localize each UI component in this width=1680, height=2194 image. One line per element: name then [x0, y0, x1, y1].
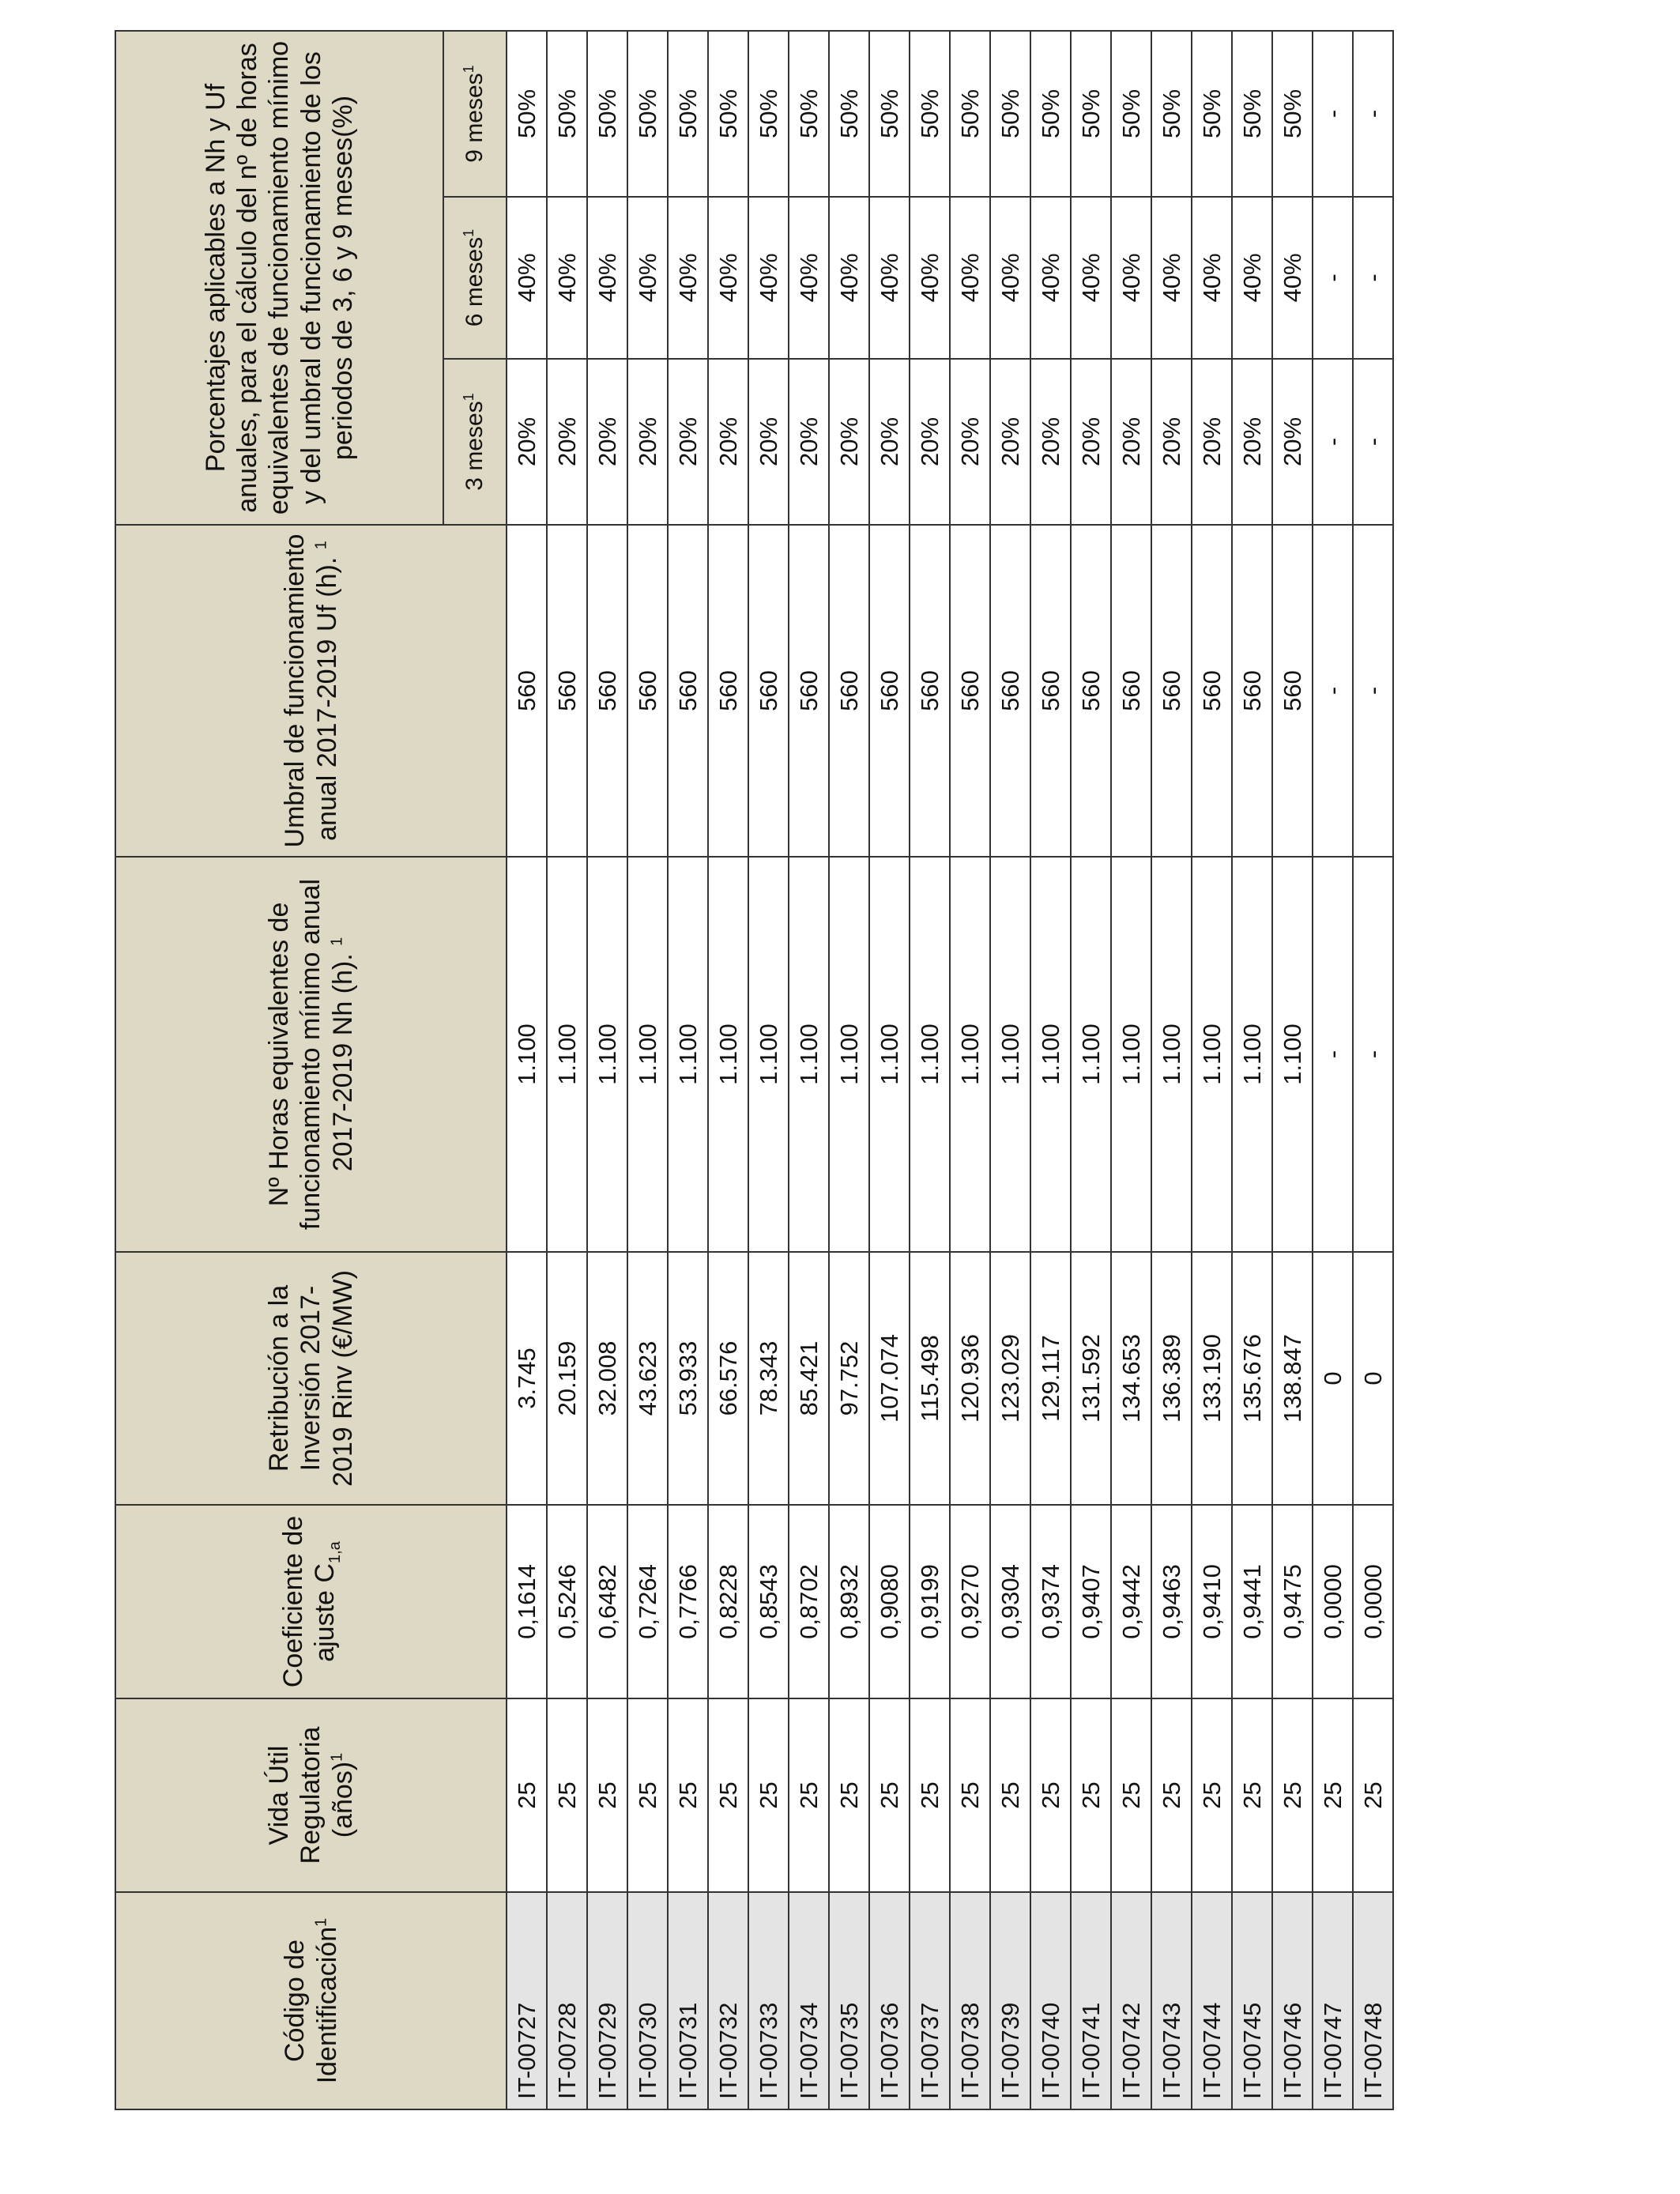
cell-uf: 560	[869, 525, 910, 857]
cell-3-meses: 20%	[1192, 359, 1232, 525]
cell-coef: 0,9442	[1111, 1505, 1151, 1698]
cell-codigo: IT-00748	[1353, 1892, 1393, 2109]
cell-rinv: 131.592	[1071, 1252, 1111, 1505]
table-body	[507, 31, 1393, 2109]
cell-codigo: IT-00742	[1111, 1892, 1151, 2109]
cell-nh: 1.100	[910, 857, 950, 1252]
header-vida-util: Vida Útil Regulatoria (años)$^1$	[115, 1698, 507, 1892]
cell-9-meses: 50%	[627, 31, 668, 197]
cell-nh: 1.100	[829, 857, 869, 1252]
cell-6-meses: 40%	[1111, 197, 1151, 359]
cell-nh: 1.100	[1071, 857, 1111, 1252]
cell-coef: 0,8543	[748, 1505, 789, 1698]
cell-vida: 25	[990, 1698, 1030, 1892]
cell-vida: 25	[507, 1698, 547, 1892]
cell-9-meses: 50%	[1151, 31, 1192, 197]
cell-9-meses: -	[1313, 31, 1353, 197]
cell-uf: 560	[708, 525, 748, 857]
table-row	[829, 31, 869, 2109]
cell-rinv: 129.117	[1030, 1252, 1071, 1505]
cell-3-meses: 20%	[1071, 359, 1111, 525]
cell-codigo: IT-00733	[748, 1892, 789, 2109]
cell-rinv: 0	[1353, 1252, 1393, 1505]
table-row	[950, 31, 990, 2109]
header-3-meses: 3 meses$^1$	[443, 359, 507, 525]
cell-coef: 0,8228	[708, 1505, 748, 1698]
cell-3-meses: -	[1353, 359, 1393, 525]
cell-nh: 1.100	[990, 857, 1030, 1252]
cell-9-meses: 50%	[910, 31, 950, 197]
cell-vida: 25	[789, 1698, 829, 1892]
cell-uf: 560	[668, 525, 708, 857]
cell-coef: 0,8932	[829, 1505, 869, 1698]
cell-nh: 1.100	[1232, 857, 1272, 1252]
cell-3-meses: 20%	[547, 359, 587, 525]
cell-6-meses: -	[1313, 197, 1353, 359]
cell-nh: 1.100	[668, 857, 708, 1252]
table-row	[668, 31, 708, 2109]
cell-rinv: 133.190	[1192, 1252, 1232, 1505]
cell-9-meses: 50%	[869, 31, 910, 197]
cell-vida: 25	[1353, 1698, 1393, 1892]
cell-vida: 25	[748, 1698, 789, 1892]
cell-6-meses: 40%	[829, 197, 869, 359]
cell-codigo: IT-00744	[1192, 1892, 1232, 2109]
cell-codigo: IT-00728	[547, 1892, 587, 2109]
cell-uf: 560	[829, 525, 869, 857]
cell-codigo: IT-00731	[668, 1892, 708, 2109]
header-porcentajes: Porcentajes aplicables a Nh y Uf anuales, para el cálculo del nº de horas equivalentes de funcionamiento mínimo y del umbral de funcionamiento de los periodos de 3, 6 y 9 meses(%)	[115, 31, 443, 525]
cell-9-meses: 50%	[789, 31, 829, 197]
cell-6-meses: 40%	[1232, 197, 1272, 359]
cell-9-meses: 50%	[1071, 31, 1111, 197]
cell-vida: 25	[1071, 1698, 1111, 1892]
cell-uf: 560	[507, 525, 547, 857]
cell-nh: 1.100	[748, 857, 789, 1252]
cell-uf: 560	[1192, 525, 1232, 857]
cell-3-meses: 20%	[869, 359, 910, 525]
cell-3-meses: 20%	[1111, 359, 1151, 525]
cell-codigo: IT-00743	[1151, 1892, 1192, 2109]
cell-codigo: IT-00736	[869, 1892, 910, 2109]
cell-rinv: 107.074	[869, 1252, 910, 1505]
cell-rinv: 32.008	[587, 1252, 627, 1505]
cell-3-meses: -	[1313, 359, 1353, 525]
cell-uf: 560	[627, 525, 668, 857]
cell-uf: 560	[789, 525, 829, 857]
header-codigo: Código de Identificación$^1$	[115, 1892, 507, 2109]
cell-coef: 0,9374	[1030, 1505, 1071, 1698]
cell-6-meses: -	[1353, 197, 1393, 359]
cell-6-meses: 40%	[1272, 197, 1313, 359]
cell-coef: 0,6482	[587, 1505, 627, 1698]
cell-nh: -	[1313, 857, 1353, 1252]
table-row	[1071, 31, 1111, 2109]
cell-nh: 1.100	[789, 857, 829, 1252]
cell-vida: 25	[1272, 1698, 1313, 1892]
table-row	[547, 31, 587, 2109]
cell-9-meses: 50%	[668, 31, 708, 197]
cell-coef: 0,9463	[1151, 1505, 1192, 1698]
cell-vida: 25	[627, 1698, 668, 1892]
cell-6-meses: 40%	[869, 197, 910, 359]
cell-vida: 25	[547, 1698, 587, 1892]
cell-9-meses: 50%	[1030, 31, 1071, 197]
cell-9-meses: -	[1353, 31, 1393, 197]
cell-vida: 25	[1192, 1698, 1232, 1892]
cell-vida: 25	[708, 1698, 748, 1892]
header-umbral-uf: Umbral de funcionamiento anual 2017-2019 Uf (h). $^1$	[115, 525, 507, 857]
cell-vida: 25	[587, 1698, 627, 1892]
cell-coef: 0,5246	[547, 1505, 587, 1698]
cell-coef: 0,7766	[668, 1505, 708, 1698]
cell-6-meses: 40%	[587, 197, 627, 359]
cell-codigo: IT-00738	[950, 1892, 990, 2109]
cell-uf: 560	[910, 525, 950, 857]
header-retribucion: Retribución a la Inversión 2017-2019 Rinv (€/MW)	[115, 1252, 507, 1505]
cell-rinv: 66.576	[708, 1252, 748, 1505]
cell-uf: 560	[1272, 525, 1313, 857]
cell-rinv: 138.847	[1272, 1252, 1313, 1505]
cell-coef: 0,9199	[910, 1505, 950, 1698]
cell-nh: 1.100	[1151, 857, 1192, 1252]
cell-uf: 560	[1151, 525, 1192, 857]
cell-uf: 560	[1111, 525, 1151, 857]
cell-codigo: IT-00727	[507, 1892, 547, 2109]
cell-coef: 0,9270	[950, 1505, 990, 1698]
cell-rinv: 3.745	[507, 1252, 547, 1505]
cell-3-meses: 20%	[1030, 359, 1071, 525]
cell-codigo: IT-00734	[789, 1892, 829, 2109]
cell-vida: 25	[1151, 1698, 1192, 1892]
remuneration-table	[115, 30, 1394, 2110]
cell-9-meses: 50%	[507, 31, 547, 197]
cell-6-meses: 40%	[1071, 197, 1111, 359]
cell-codigo: IT-00745	[1232, 1892, 1272, 2109]
cell-uf: 560	[547, 525, 587, 857]
rotated-page	[115, 32, 1387, 2110]
cell-coef: 0,1614	[507, 1505, 547, 1698]
cell-uf: 560	[1030, 525, 1071, 857]
cell-coef: 0,0000	[1353, 1505, 1393, 1698]
cell-6-meses: 40%	[990, 197, 1030, 359]
cell-coef: 0,9475	[1272, 1505, 1313, 1698]
cell-3-meses: 20%	[950, 359, 990, 525]
cell-coef: 0,8702	[789, 1505, 829, 1698]
cell-rinv: 115.498	[910, 1252, 950, 1505]
cell-3-meses: 20%	[1151, 359, 1192, 525]
cell-6-meses: 40%	[547, 197, 587, 359]
table-row	[1030, 31, 1071, 2109]
cell-uf: 560	[1232, 525, 1272, 857]
cell-9-meses: 50%	[829, 31, 869, 197]
cell-3-meses: 20%	[587, 359, 627, 525]
header-9-meses: 9 meses$^1$	[443, 31, 507, 197]
table-row	[507, 31, 547, 2109]
cell-nh: 1.100	[1272, 857, 1313, 1252]
cell-codigo: IT-00739	[990, 1892, 1030, 2109]
cell-3-meses: 20%	[789, 359, 829, 525]
cell-nh: 1.100	[587, 857, 627, 1252]
cell-6-meses: 40%	[1151, 197, 1192, 359]
cell-rinv: 123.029	[990, 1252, 1030, 1505]
table-row	[587, 31, 627, 2109]
cell-nh: 1.100	[1111, 857, 1151, 1252]
cell-6-meses: 40%	[668, 197, 708, 359]
cell-codigo: IT-00741	[1071, 1892, 1111, 2109]
cell-nh: 1.100	[869, 857, 910, 1252]
table-row	[1111, 31, 1151, 2109]
cell-nh: 1.100	[547, 857, 587, 1252]
cell-uf: 560	[748, 525, 789, 857]
cell-codigo: IT-00729	[587, 1892, 627, 2109]
cell-coef: 0,9407	[1071, 1505, 1111, 1698]
cell-uf: 560	[587, 525, 627, 857]
table-row	[1192, 31, 1232, 2109]
cell-3-meses: 20%	[910, 359, 950, 525]
header-horas-nh: Nº Horas equivalentes de funcionamiento mínimo anual 2017-2019 Nh (h). $^1$	[115, 857, 507, 1252]
cell-9-meses: 50%	[708, 31, 748, 197]
cell-6-meses: 40%	[627, 197, 668, 359]
cell-coef: 0,9304	[990, 1505, 1030, 1698]
cell-3-meses: 20%	[748, 359, 789, 525]
cell-3-meses: 20%	[990, 359, 1030, 525]
cell-9-meses: 50%	[990, 31, 1030, 197]
cell-uf: -	[1313, 525, 1353, 857]
cell-vida: 25	[1030, 1698, 1071, 1892]
cell-3-meses: 20%	[627, 359, 668, 525]
table-row	[1272, 31, 1313, 2109]
cell-rinv: 97.752	[829, 1252, 869, 1505]
cell-rinv: 20.159	[547, 1252, 587, 1505]
cell-nh: 1.100	[1030, 857, 1071, 1252]
cell-coef: 0,9410	[1192, 1505, 1232, 1698]
cell-coef: 0,9441	[1232, 1505, 1272, 1698]
table-row	[990, 31, 1030, 2109]
table-row	[627, 31, 668, 2109]
cell-codigo: IT-00730	[627, 1892, 668, 2109]
cell-6-meses: 40%	[950, 197, 990, 359]
cell-codigo: IT-00732	[708, 1892, 748, 2109]
cell-6-meses: 40%	[708, 197, 748, 359]
table-row	[910, 31, 950, 2109]
table-row	[748, 31, 789, 2109]
cell-nh: -	[1353, 857, 1393, 1252]
cell-rinv: 120.936	[950, 1252, 990, 1505]
cell-coef: 0,7264	[627, 1505, 668, 1698]
cell-coef: 0,9080	[869, 1505, 910, 1698]
cell-vida: 25	[829, 1698, 869, 1892]
cell-9-meses: 50%	[748, 31, 789, 197]
cell-nh: 1.100	[627, 857, 668, 1252]
table-row	[789, 31, 829, 2109]
cell-uf: 560	[950, 525, 990, 857]
cell-6-meses: 40%	[507, 197, 547, 359]
cell-6-meses: 40%	[910, 197, 950, 359]
cell-vida: 25	[668, 1698, 708, 1892]
cell-6-meses: 40%	[748, 197, 789, 359]
header-coeficiente: Coeficiente de ajuste $C_{1,a}$	[115, 1505, 507, 1698]
cell-6-meses: 40%	[1030, 197, 1071, 359]
cell-3-meses: 20%	[1272, 359, 1313, 525]
cell-codigo: IT-00740	[1030, 1892, 1071, 2109]
cell-nh: 1.100	[708, 857, 748, 1252]
cell-9-meses: 50%	[587, 31, 627, 197]
cell-vida: 25	[1232, 1698, 1272, 1892]
cell-rinv: 136.389	[1151, 1252, 1192, 1505]
cell-nh: 1.100	[507, 857, 547, 1252]
table-row	[1353, 31, 1393, 2109]
cell-vida: 25	[1111, 1698, 1151, 1892]
cell-rinv: 53.933	[668, 1252, 708, 1505]
cell-vida: 25	[1313, 1698, 1353, 1892]
cell-nh: 1.100	[1192, 857, 1232, 1252]
cell-3-meses: 20%	[507, 359, 547, 525]
cell-3-meses: 20%	[829, 359, 869, 525]
cell-vida: 25	[950, 1698, 990, 1892]
cell-rinv: 43.623	[627, 1252, 668, 1505]
cell-9-meses: 50%	[1192, 31, 1232, 197]
cell-rinv: 78.343	[748, 1252, 789, 1505]
cell-rinv: 134.653	[1111, 1252, 1151, 1505]
cell-vida: 25	[910, 1698, 950, 1892]
cell-3-meses: 20%	[1232, 359, 1272, 525]
cell-rinv: 135.676	[1232, 1252, 1272, 1505]
cell-codigo: IT-00735	[829, 1892, 869, 2109]
cell-9-meses: 50%	[1111, 31, 1151, 197]
cell-codigo: IT-00737	[910, 1892, 950, 2109]
header-6-meses: 6 meses$^1$	[443, 197, 507, 359]
cell-uf: -	[1353, 525, 1393, 857]
cell-9-meses: 50%	[1272, 31, 1313, 197]
cell-uf: 560	[1071, 525, 1111, 857]
cell-9-meses: 50%	[547, 31, 587, 197]
cell-vida: 25	[869, 1698, 910, 1892]
cell-9-meses: 50%	[950, 31, 990, 197]
cell-6-meses: 40%	[789, 197, 829, 359]
table-row	[1151, 31, 1192, 2109]
table-row	[869, 31, 910, 2109]
cell-nh: 1.100	[950, 857, 990, 1252]
cell-3-meses: 20%	[668, 359, 708, 525]
cell-coef: 0,0000	[1313, 1505, 1353, 1698]
table-row	[1313, 31, 1353, 2109]
cell-uf: 560	[990, 525, 1030, 857]
table-row	[708, 31, 748, 2109]
cell-3-meses: 20%	[708, 359, 748, 525]
cell-codigo: IT-00747	[1313, 1892, 1353, 2109]
cell-6-meses: 40%	[1192, 197, 1232, 359]
table-row	[1232, 31, 1272, 2109]
cell-rinv: 85.421	[789, 1252, 829, 1505]
cell-codigo: IT-00746	[1272, 1892, 1313, 2109]
cell-rinv: 0	[1313, 1252, 1353, 1505]
cell-9-meses: 50%	[1232, 31, 1272, 197]
